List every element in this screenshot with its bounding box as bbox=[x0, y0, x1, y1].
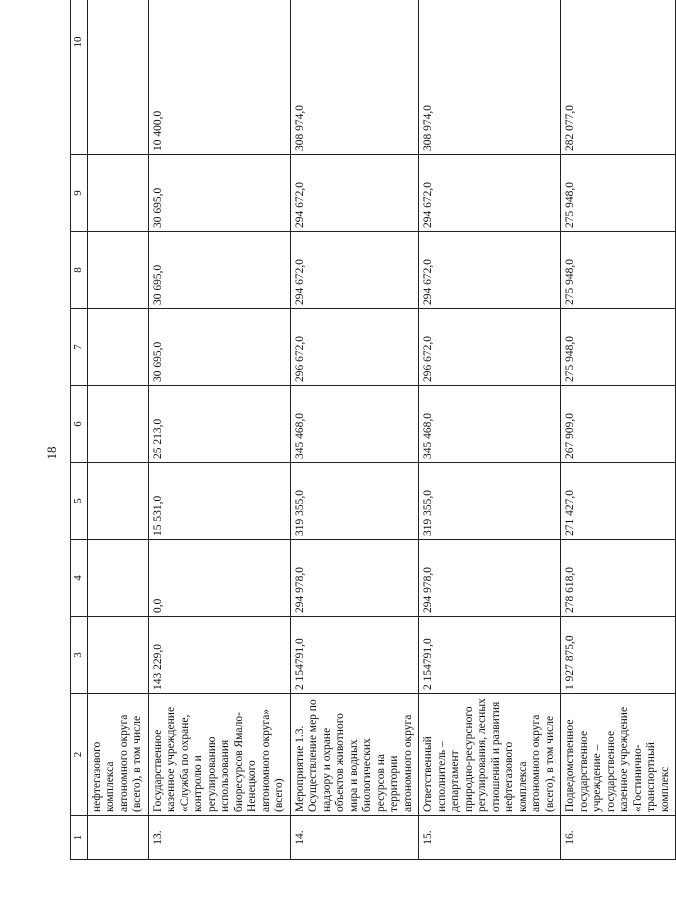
value-cell bbox=[87, 309, 148, 386]
header-cell: 10 bbox=[71, 0, 88, 155]
value-cell: 296 672,0 bbox=[419, 309, 561, 386]
value-cell: 30 695,0 bbox=[148, 232, 290, 309]
header-cell: 6 bbox=[71, 386, 88, 463]
value-cell: 275 948,0 bbox=[561, 309, 676, 386]
value-cell: 2 154791,0 bbox=[290, 617, 419, 694]
value-cell: 319 355,0 bbox=[290, 463, 419, 540]
value-cell: 345 468,0 bbox=[419, 386, 561, 463]
value-cell: 278 618,0 bbox=[561, 540, 676, 617]
value-cell: 294 672,0 bbox=[290, 155, 419, 232]
value-cell: 30 695,0 bbox=[148, 155, 290, 232]
value-cell: 30 695,0 bbox=[148, 309, 290, 386]
value-cell: 271 427,0 bbox=[561, 463, 676, 540]
row-name: Подведомственное государственное учреждение – государственное казенное учреждение «Гостинично-транспортный комплекс bbox=[561, 694, 676, 816]
header-cell: 9 bbox=[71, 155, 88, 232]
value-cell: 275 948,0 bbox=[561, 155, 676, 232]
value-cell: 308 974,0 bbox=[290, 0, 419, 155]
value-cell: 143 229,0 bbox=[148, 617, 290, 694]
row-number: 15. bbox=[419, 816, 561, 860]
value-cell: 25 213,0 bbox=[148, 386, 290, 463]
value-cell: 308 974,0 bbox=[419, 0, 561, 155]
header-cell: 1 bbox=[71, 816, 88, 860]
value-cell: 296 672,0 bbox=[290, 309, 419, 386]
value-cell bbox=[87, 617, 148, 694]
value-cell bbox=[87, 540, 148, 617]
value-cell: 294 672,0 bbox=[419, 232, 561, 309]
value-cell: 319 355,0 bbox=[419, 463, 561, 540]
value-cell bbox=[87, 463, 148, 540]
header-cell: 8 bbox=[71, 232, 88, 309]
table-row bbox=[290, 0, 419, 860]
row-number: 16. bbox=[561, 816, 676, 860]
header-cell: 7 bbox=[71, 309, 88, 386]
table-row bbox=[561, 0, 676, 860]
row-name: Государственное казенное учреждение «Служба по охране, контролю и регулированию использования биоресурсов Ямало-Ненецкого автономного округа» (всего) bbox=[148, 694, 290, 816]
value-cell: 15 531,0 bbox=[148, 463, 290, 540]
page-number: 18 bbox=[44, 446, 59, 460]
header-row bbox=[71, 0, 88, 860]
value-cell: 0,0 bbox=[148, 540, 290, 617]
value-cell: 2 154791,0 bbox=[419, 617, 561, 694]
row-number bbox=[87, 816, 148, 860]
table-row bbox=[419, 0, 561, 860]
value-cell: 275 948,0 bbox=[561, 232, 676, 309]
value-cell: 345 468,0 bbox=[290, 386, 419, 463]
rotated-table-container bbox=[70, 30, 671, 860]
budget-table bbox=[70, 0, 676, 860]
value-cell: 10 400,0 bbox=[148, 0, 290, 155]
header-cell: 3 bbox=[71, 617, 88, 694]
value-cell: 282 077,0 bbox=[561, 0, 676, 155]
value-cell: 294 978,0 bbox=[290, 540, 419, 617]
row-name: нефтегазового комплекса автономного округа (всего), в том числе bbox=[87, 694, 148, 816]
table-row bbox=[148, 0, 290, 860]
value-cell bbox=[87, 232, 148, 309]
value-cell bbox=[87, 386, 148, 463]
value-cell: 294 978,0 bbox=[419, 540, 561, 617]
value-cell: 294 672,0 bbox=[419, 155, 561, 232]
value-cell: 1 927 875,0 bbox=[561, 617, 676, 694]
value-cell bbox=[87, 0, 148, 155]
value-cell: 267 909,0 bbox=[561, 386, 676, 463]
table-row bbox=[87, 0, 148, 860]
value-cell bbox=[87, 155, 148, 232]
row-number: 14. bbox=[290, 816, 419, 860]
header-cell: 4 bbox=[71, 540, 88, 617]
header-cell: 5 bbox=[71, 463, 88, 540]
row-name: Ответственный исполнитель – департамент природно-ресурсного регулирования, лесных отношений и развития нефтегазового комплекса автономного округа (всего), в том числе bbox=[419, 694, 561, 816]
row-number: 13. bbox=[148, 816, 290, 860]
value-cell: 294 672,0 bbox=[290, 232, 419, 309]
header-cell: 2 bbox=[71, 694, 88, 816]
row-name: Мероприятие 1.3. Осуществление мер по надзору и охране объектов животного мира и водных биологических ресурсов на территории автономного округа bbox=[290, 694, 419, 816]
